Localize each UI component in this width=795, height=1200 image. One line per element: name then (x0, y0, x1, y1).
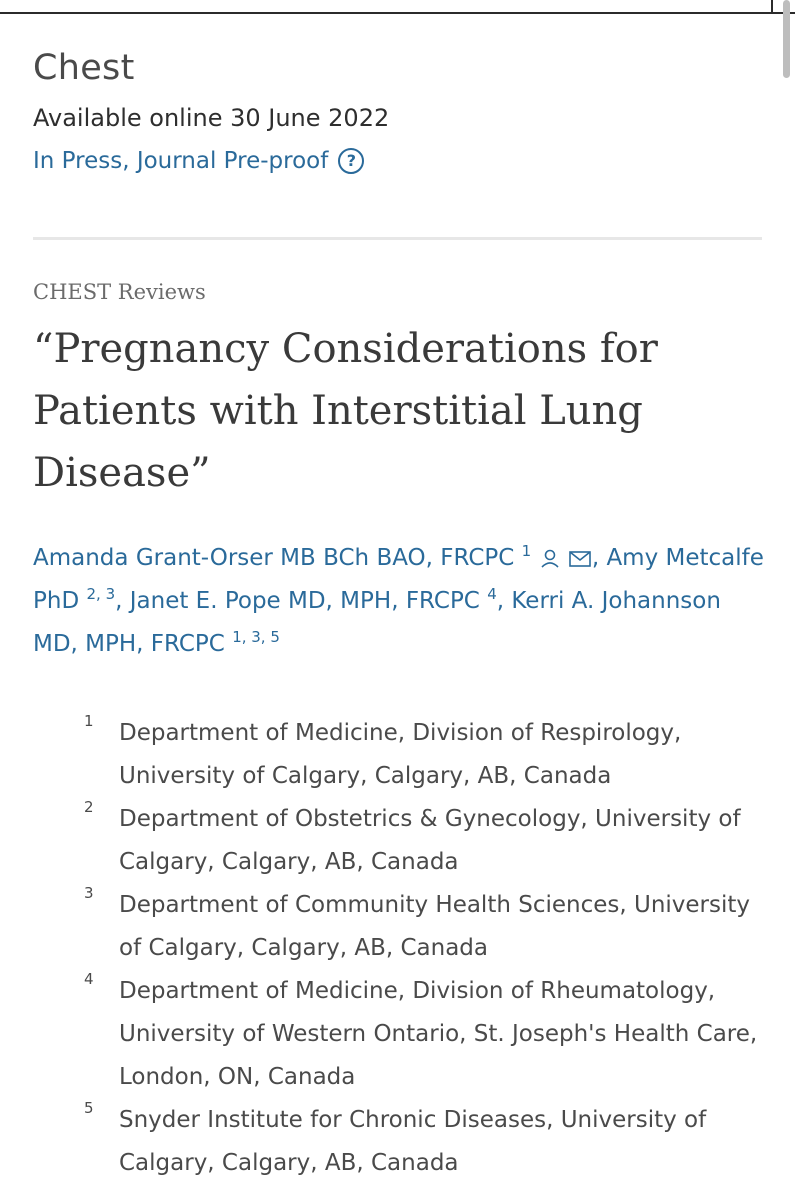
affiliation-number: 1 (84, 712, 94, 730)
author-affiliation-ref[interactable]: 2, 3 (86, 585, 116, 603)
status-label[interactable]: In Press, Journal Pre-proof (33, 148, 329, 174)
author-list: Amanda Grant-Orser MB BCh BAO, FRCPC $^1$ , Amy Metcalfe PhD $^{2, 3}$, Janet E. Pope MD, MPH, FRCPC $^4$, Kerri A. Johannson MD, MPH, FRCPC $^{1, 3, 5}$ (33, 542, 764, 657)
header-divider (33, 237, 762, 240)
help-circle-icon[interactable]: ? (338, 148, 364, 174)
top-border (0, 12, 795, 14)
author-affiliation-ref[interactable]: 4 (487, 585, 497, 603)
envelope-icon[interactable] (568, 549, 592, 569)
scrollbar-thumb[interactable] (783, 0, 790, 78)
affiliation-text: Department of Community Health Sciences, University of Calgary, Calgary, AB, Canada (119, 892, 751, 961)
affiliation-number: 3 (84, 884, 94, 902)
author-name[interactable]: Janet E. Pope MD, MPH, FRCPC (129, 588, 480, 614)
author-affiliation-ref[interactable]: 1 (521, 542, 532, 560)
author-name[interactable]: Amy Metcalfe PhD (33, 545, 764, 614)
affiliation-number: 5 (84, 1099, 94, 1117)
affiliation-text: Department of Obstetrics & Gynecology, University of Calgary, Calgary, AB, Canada (119, 806, 741, 875)
affiliation-item (84, 1099, 774, 1185)
article-title: “Pregnancy Considerations for Patients with Interstitial Lung Disease” (33, 326, 658, 496)
author-name[interactable]: Amanda Grant-Orser MB BCh BAO, FRCPC (33, 545, 515, 571)
affiliation-text: Snyder Institute for Chronic Diseases, University of Calgary, Calgary, AB, Canada (119, 1107, 707, 1176)
window-edge-marker (771, 0, 773, 13)
affiliation-item (84, 970, 774, 1099)
affiliation-number: 4 (84, 970, 94, 988)
person-icon[interactable] (539, 548, 561, 570)
affiliation-item (84, 712, 774, 798)
affiliation-item (84, 798, 774, 884)
affiliation-number: 2 (84, 798, 94, 816)
article-status[interactable] (33, 148, 364, 174)
journal-title[interactable]: Chest (33, 48, 135, 88)
affiliation-text: Department of Medicine, Division of Rheumatology, University of Western Ontario, St. Joseph's Health Care, London, ON, Canada (119, 978, 758, 1090)
availability-date: Available online 30 June 2022 (33, 104, 390, 132)
article-section: CHEST Reviews (33, 280, 206, 304)
affiliation-list (84, 712, 774, 1185)
affiliation-text: Department of Medicine, Division of Respirology, University of Calgary, Calgary, AB, Canada (119, 720, 682, 789)
author-affiliation-ref[interactable]: 1, 3, 5 (232, 628, 280, 646)
affiliation-item (84, 884, 774, 970)
author-name[interactable]: Kerri A. Johannson MD, MPH, FRCPC (33, 588, 721, 657)
